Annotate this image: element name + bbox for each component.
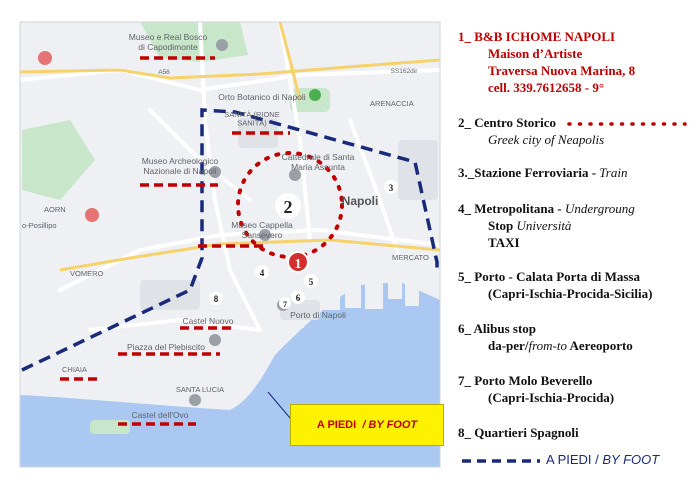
label-napoli: Napoli bbox=[341, 194, 379, 208]
label-posillipo: o-Posillipo bbox=[22, 221, 57, 230]
marker-6: 6 bbox=[295, 293, 301, 303]
legend-panel bbox=[458, 0, 700, 500]
legend-route bbox=[462, 451, 659, 468]
legend-item-4 bbox=[458, 200, 635, 251]
by-foot-badge-text-a: A PIEDI bbox=[316, 419, 357, 431]
legend-item-2-title: 2_ Centro Storico bbox=[458, 115, 556, 130]
legend-item-1 bbox=[458, 28, 635, 96]
legend-item-6-line-a: da-per/ bbox=[488, 338, 529, 353]
marker-5: 5 bbox=[308, 277, 314, 287]
legend-item-4-line-a: Stop bbox=[488, 218, 517, 233]
legend-item-4-title: 4_ Metropolitana - bbox=[458, 201, 565, 216]
legend-item-2 bbox=[458, 114, 687, 148]
legend-item-5-line: (Capri-Ischia-Procida-Sicilia) bbox=[488, 286, 653, 301]
label-road-ss162: SS162dir bbox=[390, 68, 418, 75]
marker-3: 3 bbox=[388, 183, 394, 193]
legend-item-3-italic: Train bbox=[599, 165, 628, 180]
label-cappella-sansevero: Museo Cappella Sansevero bbox=[231, 220, 293, 240]
marker-4: 4 bbox=[259, 268, 265, 278]
legend-item-3 bbox=[458, 164, 627, 181]
legend-item-1-line-2: Traversa Nuova Marina, 8 bbox=[488, 63, 636, 78]
legend-item-6-line-b: Aereoporto bbox=[566, 338, 633, 353]
legend-item-2-line: Greek city of Neapolis bbox=[488, 132, 605, 147]
marker-2: 2 bbox=[283, 197, 293, 217]
label-porto-di-napoli: Porto di Napoli bbox=[290, 310, 346, 320]
label-castel-ovo: Castel dell'Ovo bbox=[131, 410, 189, 420]
label-cattedrale: Cattedrale di Santa Maria Assunta bbox=[281, 152, 355, 172]
legend-item-6-line-a-italic: from-to bbox=[528, 338, 567, 353]
legend-route-text-a: A PIEDI / bbox=[546, 452, 603, 467]
label-santa-lucia: SANTA LUCIA bbox=[175, 385, 225, 394]
legend-item-3-title: 3._Stazione Ferroviaria - bbox=[458, 165, 600, 180]
legend-item-4-line-a-italic: Università bbox=[516, 218, 572, 233]
label-road-a56: A56 bbox=[158, 69, 170, 76]
legend-item-6-title: 6_ Alibus stop bbox=[458, 321, 537, 336]
label-arenaccia: ARENACCIA bbox=[370, 99, 414, 108]
label-museo-capodimonte: Museo e Real Bosco di Capodimonte bbox=[128, 32, 208, 52]
label-castel-nuovo: Castel Nuovo bbox=[182, 316, 234, 326]
marker-8: 8 bbox=[213, 294, 219, 304]
legend-route-text-b: BY FOOT bbox=[602, 452, 660, 467]
label-piazza-plebiscito: Piazza del Plebiscito bbox=[127, 342, 205, 352]
legend-item-1-line-3: cell. 339.7612658 - 9° bbox=[488, 80, 605, 95]
label-vomero: VOMERO bbox=[70, 269, 104, 278]
legend-item-8-title: 8_ Quartieri Spagnoli bbox=[458, 425, 579, 440]
legend-item-8 bbox=[458, 424, 579, 441]
label-rione-sanita: SANITÀ (RIONE SANITÀ) bbox=[224, 110, 280, 128]
route-swatch bbox=[462, 457, 540, 465]
legend-item-4-line-b: TAXI bbox=[488, 235, 520, 250]
dotted-circle-swatch bbox=[567, 120, 687, 128]
legend-item-5 bbox=[458, 268, 652, 302]
legend-item-1-title: 1_ B&B ICHOME NAPOLI bbox=[458, 29, 616, 44]
label-mercato: MERCATO bbox=[392, 253, 429, 262]
marker-1: 1 bbox=[294, 257, 302, 272]
marker-7: 7 bbox=[283, 300, 287, 309]
legend-item-7 bbox=[458, 372, 614, 406]
label-chiaia: CHIAIA bbox=[62, 365, 88, 374]
by-foot-badge bbox=[290, 404, 444, 446]
legend-item-1-line-1: Maison d’Artiste bbox=[488, 46, 583, 61]
legend-item-7-line: (Capri-Ischia-Procida) bbox=[488, 390, 615, 405]
label-aorn: AORN bbox=[44, 205, 66, 214]
legend-item-7-title: 7_ Porto Molo Beverello bbox=[458, 373, 593, 388]
label-museo-archeologico: Museo Archeologico Nazionale di Napoli bbox=[141, 156, 219, 176]
legend-item-5-title: 5_ Porto - Calata Porta di Massa bbox=[458, 269, 640, 284]
label-orto-botanico: Orto Botanico di Napoli bbox=[218, 92, 306, 102]
legend-item-6 bbox=[458, 320, 633, 354]
legend-item-4-italic: Undergroung bbox=[565, 201, 635, 216]
by-foot-badge-text-b: / BY FOOT bbox=[362, 419, 418, 431]
